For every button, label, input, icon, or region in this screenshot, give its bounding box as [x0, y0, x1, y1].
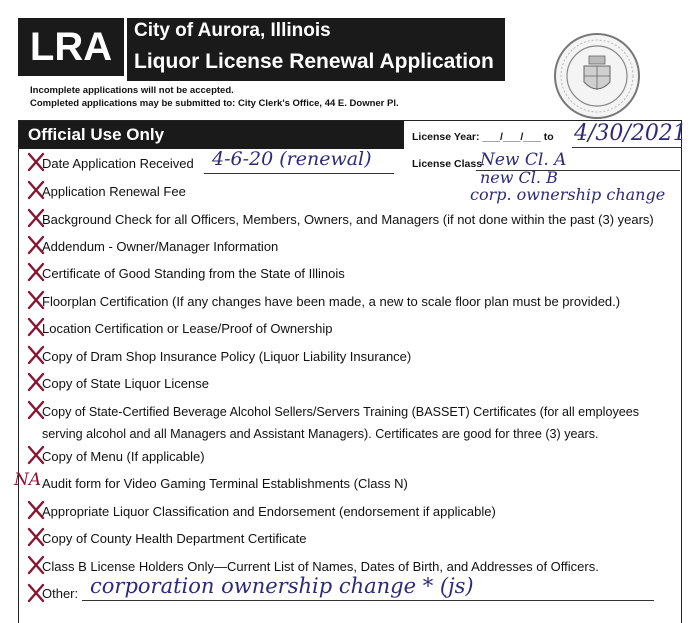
application-title: Liquor License Renewal Application — [134, 50, 494, 73]
other-underline — [82, 600, 654, 601]
license-class-label: License Class — [412, 158, 483, 170]
notice-incomplete: Incomplete applications will not be accepted. — [30, 85, 234, 96]
official-use-heading: Official Use Only — [19, 121, 404, 149]
item-renewal-fee: Application Renewal Fee — [42, 184, 186, 199]
item-background-check: Background Check for all Officers, Members, Owners, and Managers (if not done within the past (3) years) — [42, 212, 654, 227]
item-other-label: Other: — [42, 586, 79, 601]
license-class-handwriting-3: corp. ownership change — [470, 185, 666, 204]
item-addendum: Addendum - Owner/Manager Information — [42, 239, 279, 254]
lra-logo: LRA — [18, 18, 124, 76]
license-class-handwriting-1: New Cl. A — [480, 150, 567, 170]
other-handwriting: corporation ownership change * (js) — [90, 574, 474, 598]
item-basset: Copy of State-Certified Beverage Alcohol Sellers/Servers Training (BASSET) Certificates (for all employees serving alcohol and all Managers and Assistant Managers). Certificates are good for three (3) years. — [42, 405, 640, 441]
item-class-b-list: Class B License Holders Only—Current List of Names, Dates of Birth, and Addresses of Officers. — [42, 559, 599, 574]
license-year-end-handwriting: 4/30/2021 — [574, 121, 687, 146]
city-name: City of Aurora, Illinois — [134, 20, 331, 41]
item-floorplan: Floorplan Certification (If any changes have been made, a new to scale floor plan must be provided.) — [42, 294, 621, 309]
item-state-license: Copy of State Liquor License — [42, 376, 209, 391]
license-class-handwriting-2: new Cl. B — [480, 168, 558, 187]
item-dram-shop: Copy of Dram Shop Insurance Policy (Liquor Liability Insurance) — [42, 349, 412, 364]
audit-na-handwriting: NA — [14, 470, 42, 490]
item-good-standing: Certificate of Good Standing from the State of Illinois — [42, 266, 345, 281]
item-classification: Appropriate Liquor Classification and Endorsement (endorsement if applicable) — [42, 504, 496, 519]
city-seal-icon — [553, 32, 641, 120]
license-year-label: License Year: ___/___/___ to — [412, 131, 554, 143]
license-year-underline — [572, 147, 682, 148]
notice-submit: Completed applications may be submitted to: City Clerk's Office, 44 E. Downer Pl. — [30, 98, 399, 109]
item-date-received: Date Application Received — [42, 156, 194, 171]
item-audit-form: Audit form for Video Gaming Terminal Establishments (Class N) — [42, 476, 408, 491]
item-menu: Copy of Menu (If applicable) — [42, 449, 205, 464]
item-health-cert: Copy of County Health Department Certificate — [42, 531, 307, 546]
date-received-underline — [204, 173, 394, 174]
date-received-handwriting: 4-6-20 (renewal) — [212, 148, 372, 170]
item-location-cert: Location Certification or Lease/Proof of Ownership — [42, 321, 333, 336]
